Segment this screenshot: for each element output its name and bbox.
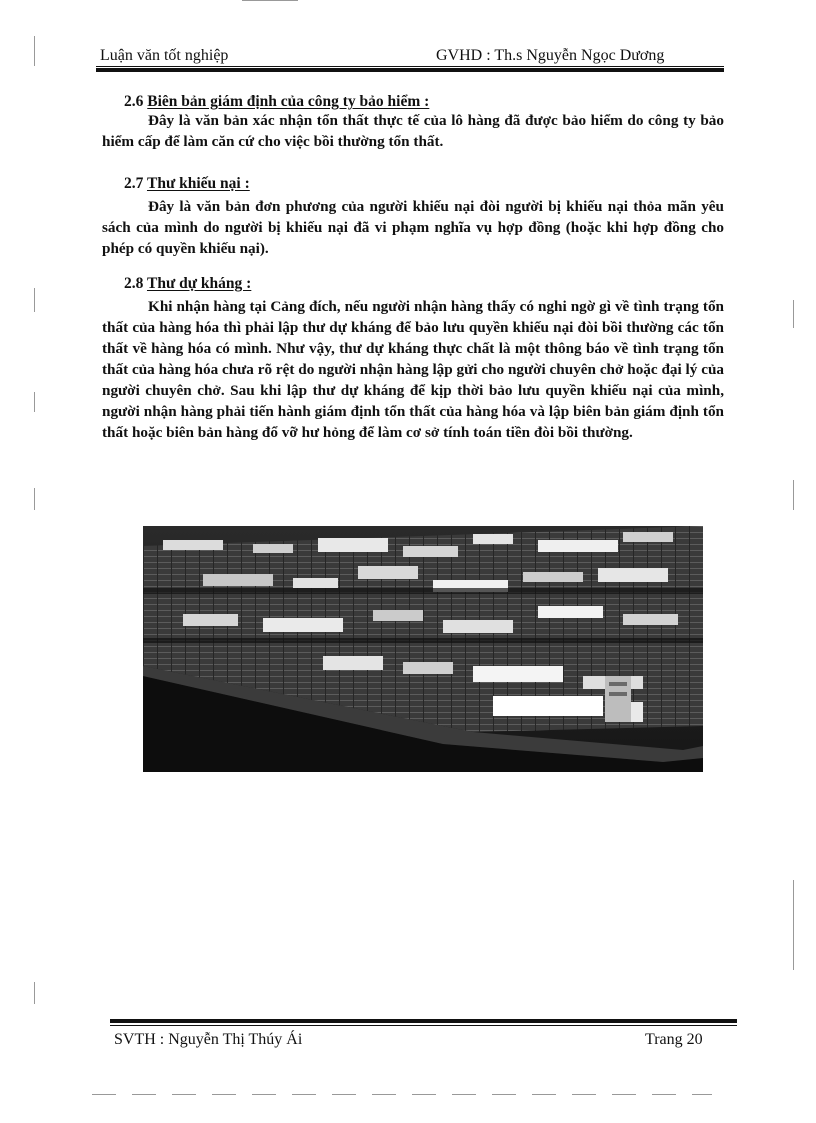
footer-rule-thin xyxy=(110,1025,737,1026)
section-2-6-body: Đây là văn bản xác nhận tổn thất thực tế của lô hàng đã được bảo hiểm do công ty bảo hiểm cấp để làm căn cứ cho việc bồi thường tổn thất. xyxy=(102,112,724,150)
container-ship-image xyxy=(143,526,703,772)
header-rule-thin xyxy=(96,66,724,67)
footer-page-number: Trang 20 xyxy=(645,1031,703,1048)
section-2-6-title: 2.6 Biên bản giám định của công ty bảo hiểm : xyxy=(124,93,430,110)
section-2-7-body: Đây là văn bản đơn phương của người khiếu nại đòi người bị khiếu nại thỏa mãn yêu sách của mình do người bị khiếu nại đã vi phạm nghĩa vụ hợp đồng (hoặc khi hợp đồng cho phép có quyền khiếu nại). xyxy=(102,198,724,257)
header-left: Luận văn tốt nghiệp xyxy=(100,47,229,64)
header-right: GVHD : Th.s Nguyễn Ngọc Dương xyxy=(436,47,665,64)
container-ship-photo xyxy=(143,526,703,772)
section-2-8-title: 2.8 Thư dự kháng : xyxy=(124,275,252,292)
section-2-8-body: Khi nhận hàng tại Cảng đích, nếu người nhận hàng thấy có nghi ngờ gì về tình trạng tổn thất của hàng hóa thì phải lập thư dự kháng để bảo lưu quyền khiếu nại đòi bồi thường các tổn thất về hàng hóa có mình. Như vậy, thư dự kháng thực chất là một thông báo về tình trạng tổn thất của hàng hóa chưa rõ rệt do người nhận hàng lập gửi cho người chuyên chở hoặc đại lý của người chuyên chở. Sau khi lập thư dự kháng để kịp thời bảo lưu quyền khiếu nại của mình, người nhận hàng phải tiến hành giám định tổn thất của hàng hóa và lập biên bản giám định tổn thất hoặc biên bản hàng đổ vỡ hư hỏng để làm cơ sở tính toán tiền đòi bồi thường. xyxy=(102,298,724,441)
section-2-7-title: 2.7 Thư khiếu nại : xyxy=(124,175,250,192)
header-rule-thick xyxy=(96,68,724,72)
footer-rule-thick xyxy=(110,1019,737,1023)
footer-author: SVTH : Nguyễn Thị Thúy Ái xyxy=(114,1031,303,1048)
